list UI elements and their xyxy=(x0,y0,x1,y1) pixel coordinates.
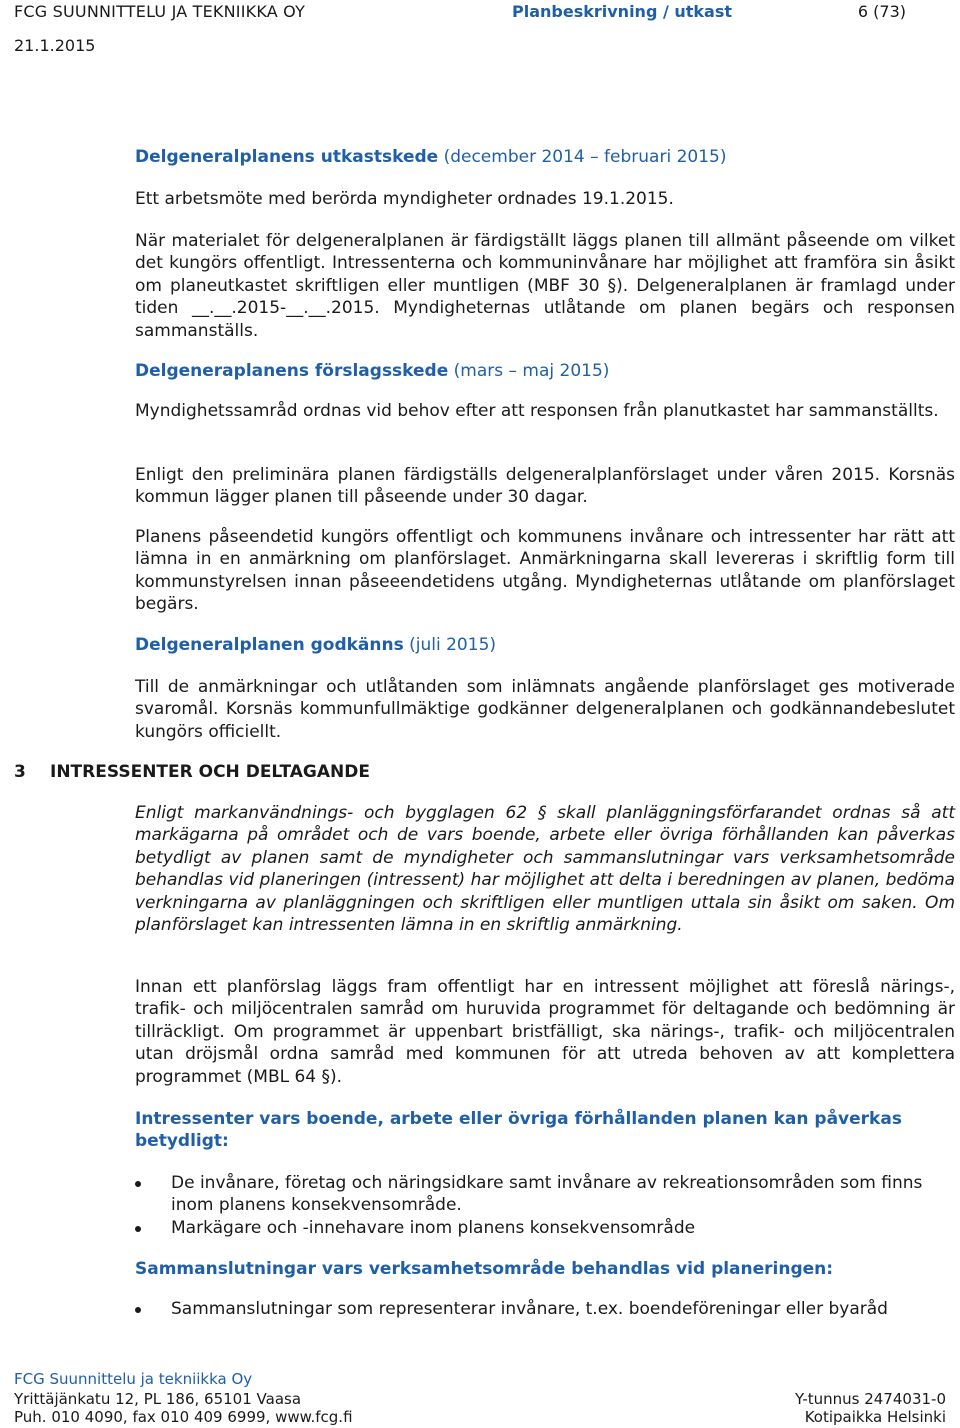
list-item-text: De invånare, företag och näringsidkare samt invånare av rekreationsområden som finns inom planens konsekvensområde. xyxy=(171,1173,923,1216)
draft-paragraph-2: När materialet för delgeneralplanen är färdigställt läggs planen till allmänt påseende om vilket det kungörs offentligt. Intressenterna och kommuninvånare har möjlighet att framföra sin åsikt om planeutkastet skriftligen eller muntligen (MBF 30 §). Delgeneralplanen är framlagd under tiden __.__.2015-__.__.2015. Myndigheternas utlåtande om planen begärs och responsen sammanställs. xyxy=(135,231,955,341)
section-3-law-paragraph: Enligt markanvändnings- och bygglagen 62 § skall planläggningsförfarandet ordnas så att markägarna på området och de vars boende, arbete eller övriga förhållanden kan påverkas betydligt av planen samt de myndigheter och sammanslutningar vars verksamhetsområde behandlas vid planeringen (intressent) har möjlighet att delta i beredningen av planen, bedöma verkningarna av planläggningen och skriftligen eller muntligen uttala sin åsikt om saken. Om planförslaget kan intressenten lämna in en skriftlig anmärkning. xyxy=(135,803,955,936)
page-footer xyxy=(14,1370,946,1428)
header-row xyxy=(14,2,946,22)
draft-period: (december 2014 – februari 2015) xyxy=(443,147,727,167)
bullet-icon xyxy=(135,1181,141,1187)
list-item-text: Sammanslutningar som representerar invånare, t.ex. boendeföreningar eller byaråd xyxy=(171,1299,888,1319)
draft-paragraph-1: Ett arbetsmöte med berörda myndigheter ordnades 19.1.2015. xyxy=(135,189,674,209)
proposal-period: (mars – maj 2015) xyxy=(453,361,610,381)
draft-heading: Delgeneralplanens utkastskede xyxy=(135,147,439,167)
proposal-paragraph-3: Planens påseendetid kungörs offentligt och kommunens invånare och intressenter har rätt att lämna in en anmärkning om planförslaget. Anmärkningarna skall levereras i skriftlig form till kommunstyrelsen innan påseeendetidens utgång. Myndigheternas utlåtande om planförslaget begärs. xyxy=(135,527,955,615)
approval-period: (juli 2015) xyxy=(409,635,497,655)
footer-company: FCG Suunnittelu ja tekniikka Oy xyxy=(14,1370,253,1388)
proposal-stage-heading xyxy=(135,360,955,382)
associations-list xyxy=(135,1298,955,1320)
header-date: 21.1.2015 xyxy=(14,36,96,55)
section-title: INTRESSENTER OCH DELTAGANDE xyxy=(50,762,370,782)
header-page-number: 6 (73) xyxy=(857,2,906,21)
draft-stage-heading xyxy=(135,146,955,168)
bullet-icon xyxy=(135,1226,141,1232)
associations-heading: Sammanslutningar vars verksamhetsområde behandlas vid planeringen: xyxy=(135,1259,834,1279)
approval-heading: Delgeneralplanen godkänns xyxy=(135,635,404,655)
list-item xyxy=(135,1172,955,1217)
list-item-text: Markägare och -innehavare inom planens konsekvensområde xyxy=(171,1217,696,1238)
list-item xyxy=(135,1298,955,1320)
proposal-heading: Delgeneraplanens förslagsskede xyxy=(135,361,449,381)
section-3-paragraph-2: Innan ett planförslag läggs fram offentligt har en intressent möjlighet att föreslå närings-, trafik- och miljöcentralen samråd om huruvida programmet för deltagande och bedömning är tillräckligt. Om programmet är uppenbart bristfälligt, ska närings-, trafik- och miljöcentralen utan dröjsmål ordna samråd med kommunen för att utreda behoven av att komplettera programmet (MBL 64 §). xyxy=(135,977,955,1087)
page-header xyxy=(14,0,946,55)
approval-stage-heading xyxy=(135,634,955,656)
bullet-icon xyxy=(135,1307,141,1313)
stakeholders-affected-list xyxy=(135,1172,955,1239)
section-number: 3 xyxy=(14,762,26,782)
footer-business-id: Y-tunnus 2474031-0 xyxy=(794,1390,946,1408)
header-company: FCG SUUNNITTELU JA TEKNIIKKA OY xyxy=(14,2,306,21)
approval-paragraph-1: Till de anmärkningar och utlåtanden som inlämnats angående planförslaget ges motiverade svaromål. Korsnäs kommunfullmäktige godkänner delgeneralplanen och godkännandebeslutet kungörs officiellt. xyxy=(135,677,955,742)
stakeholders-affected-heading: Intressenter vars boende, arbete eller övriga förhållanden planen kan påverkas betydligt: xyxy=(135,1109,902,1152)
footer-address: Yrittäjänkatu 12, PL 186, 65101 Vaasa xyxy=(14,1390,302,1408)
proposal-paragraph-2: Enligt den preliminära planen färdigställs delgeneralplanförslaget under våren 2015. Korsnäs kommun lägger planen till påseende under 30 dagar. xyxy=(135,465,955,508)
header-doc-title: Planbeskrivning / utkast xyxy=(512,2,733,21)
list-item xyxy=(135,1217,955,1239)
footer-domicile: Kotipaikka Helsinki xyxy=(804,1408,946,1426)
proposal-paragraph-1: Myndighetssamråd ordnas vid behov efter att responsen från planutkastet har sammanställts. xyxy=(135,401,939,421)
footer-contact: Puh. 010 4090, fax 010 409 6999, www.fcg.fi xyxy=(14,1408,353,1426)
section-3-heading xyxy=(14,762,370,782)
